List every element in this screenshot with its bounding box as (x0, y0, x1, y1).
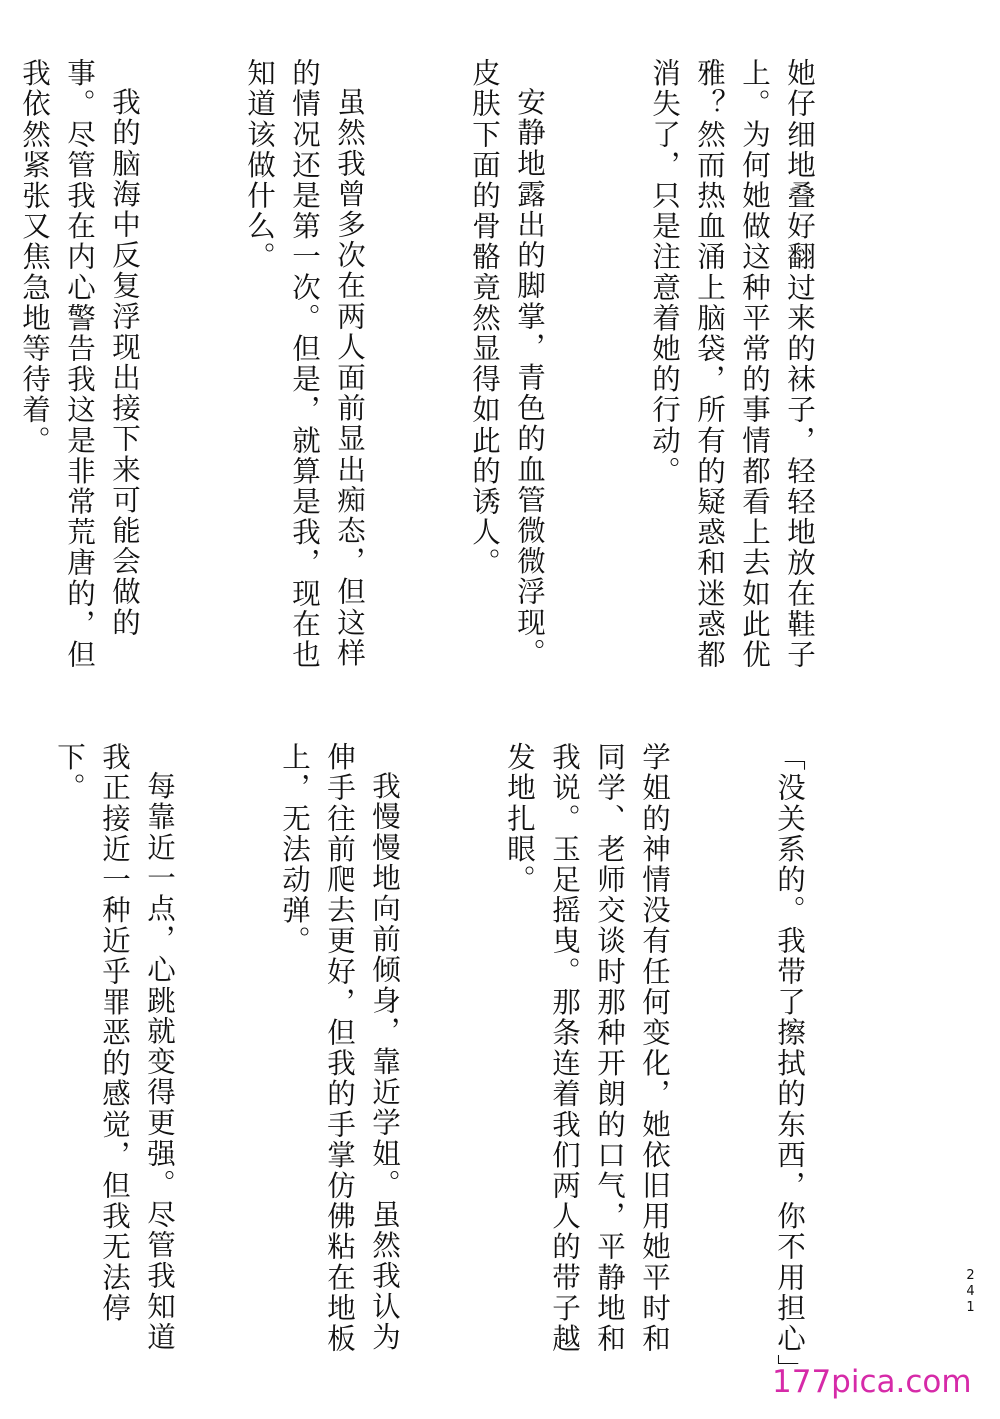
page-number: 241 (963, 1268, 978, 1316)
upper-paragraph-1: 她仔细地叠好翻过来的袜子，轻轻地放在鞋子上。为何她做这种平常的事情都看上去如此优雅？然而热血涌上脑袋，所有的疑惑和迷惑都消失了，只是注意着她的行动。 (648, 58, 816, 670)
upper-paragraph-4: 我的脑海中反复浮现出接下来可能会做的事。尽管我在内心警告我这是非常荒唐的，但我依然紧张又焦急地等待着。 (18, 58, 141, 670)
upper-text-block (18, 58, 912, 698)
upper-paragraph-2: 安静地露出的脚掌，青色的血管微微浮现。皮肤下面的骨骼竟然显得如此的诱人。 (468, 58, 546, 668)
lower-paragraph-3: 我慢慢地向前倾身，靠近学姐。虽然我认为伸手往前爬去更好，但我的手掌仿佛粘在地板上，无法动弹。 (278, 742, 401, 1354)
lower-paragraph-1: 「没关系的。我带了擦拭的东西，你不用担心」 (773, 742, 806, 1385)
upper-paragraph-3: 虽然我曾多次在两人面前显出痴态，但这样的情况还是第一次。但是，就算是我，现在也知道该做什么。 (243, 58, 366, 670)
lower-paragraph-4: 每靠近一点，心跳就变得更强。尽管我知道我正接近一种近乎罪恶的感觉，但我无法停下。 (53, 742, 176, 1352)
lower-text-block (53, 742, 902, 1385)
watermark-text: 177pica.com (772, 1364, 972, 1400)
lower-paragraph-2: 学姐的神情没有任何变化，她依旧用她平时和同学、老师交谈时那种开朗的口气，平静地和我说。玉足摇曳。那条连着我们两人的带子越发地扎眼。 (503, 742, 671, 1354)
